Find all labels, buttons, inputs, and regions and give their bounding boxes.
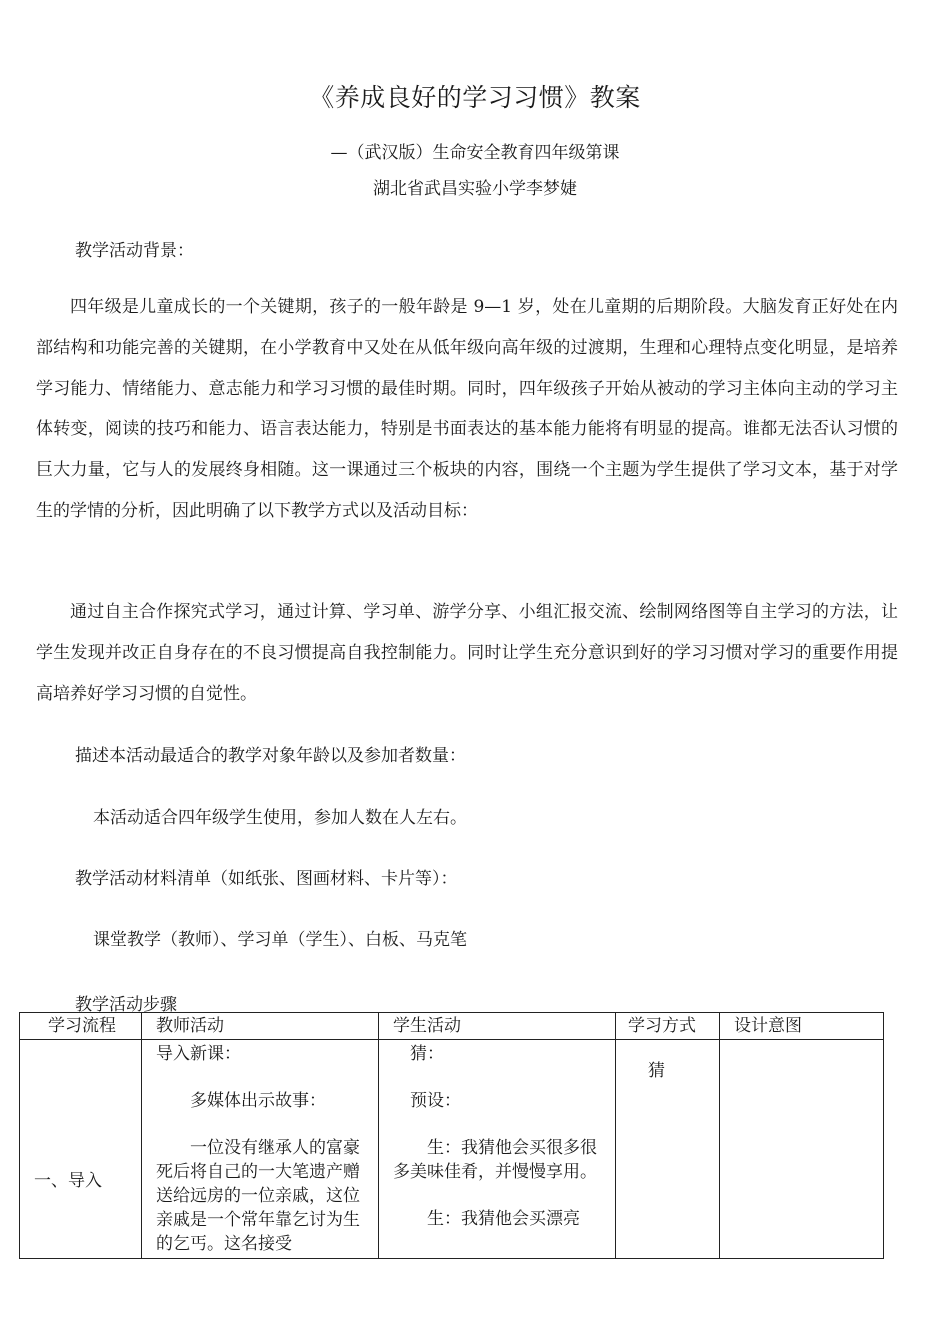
background-paragraph-1: 四年级是儿童成长的一个关键期，孩子的一般年龄是 9—1 岁，处在儿童期的后期阶段。大脑发育正好处在内部结构和功能完善的关键期，在小学教育中又处在从低年级向高年级的过渡期，生理和心理特点变化明显，是培养学习能力、情绪能力、意志能力和学习习惯的最佳时期。同时，四年级孩子开始从被动的学习主体向主动的学习主体转变，阅读的技巧和能力、语言表达能力，特别是书面表达的基本能力能将有明显的提高。谁都无法否认习惯的巨大力量，它与人的发展终身相随。这一课通过三个板块的内容，围绕一个主题为学生提供了学习文本，基于对学生的学情的分析，因此明确了以下教学方式以及活动目标： — [36, 297, 898, 521]
intent-text — [720, 1040, 883, 1258]
steps-table — [19, 1012, 884, 1259]
audience-text: 本活动适合四年级学生使用，参加人数在人左右。 — [93, 808, 467, 828]
cell-stage — [20, 1040, 142, 1259]
column-header-process: 学习流程 — [20, 1013, 142, 1040]
document-subtitle: —（武汉版）生命安全教育四年级第课 — [330, 143, 620, 163]
table-row — [20, 1040, 884, 1259]
student-line-4: 生：我猜他会买漂亮 — [427, 1209, 580, 1229]
column-header-intent: 设计意图 — [720, 1013, 884, 1040]
teacher-line-1: 导入新课： — [156, 1044, 241, 1064]
background-paragraph-2: 通过自主合作探究式学习，通过计算、学习单、游学分享、小组汇报交流、绘制网络图等自主学习的方法，让学生发现并改正自身存在的不良习惯提高自我控制能力。同时让学生充分意识到好的学习习惯对学习的重要作用提高培养好学习习惯的自觉性。 — [36, 602, 898, 704]
materials-text: 课堂教学（教师）、学习单（学生）、白板、马克笔 — [93, 930, 467, 950]
column-header-method: 学习方式 — [616, 1013, 720, 1040]
stage-label: 一、导入 — [34, 1171, 102, 1191]
teacher-line-3: 一位没有继承人的富豪死后将自己的一大笔遗产赠送给远房的一位亲戚，这位亲戚是一个常年靠乞讨为生的乞丐。这名接受 — [156, 1138, 360, 1254]
document-title: 《养成良好的学习习惯》教案 — [309, 83, 641, 112]
column-header-student: 学生活动 — [379, 1013, 616, 1040]
student-line-3: 生：我猜他会买很多很多美味佳肴，并慢慢享用。 — [393, 1138, 597, 1182]
method-text: 猜 — [648, 1061, 665, 1081]
cell-student-activity — [379, 1040, 616, 1259]
steps-table-header-row — [20, 1013, 884, 1040]
document-author: 湖北省武昌实验小学李梦婕 — [373, 179, 577, 199]
cell-teacher-activity — [142, 1040, 379, 1259]
column-header-teacher: 教师活动 — [142, 1013, 379, 1040]
materials-heading: 教学活动材料清单（如纸张、图画材料、卡片等）： — [75, 869, 458, 889]
cell-design-intent — [720, 1040, 884, 1259]
steps-heading: 教学活动步骤 — [75, 995, 177, 1015]
cell-learning-method — [616, 1040, 720, 1259]
student-line-2: 预设： — [410, 1091, 461, 1111]
student-line-1: 猜： — [410, 1044, 444, 1064]
teacher-line-2: 多媒体出示故事： — [190, 1091, 326, 1111]
background-heading: 教学活动背景： — [75, 241, 194, 261]
audience-heading: 描述本活动最适合的教学对象年龄以及参加者数量： — [75, 746, 466, 766]
